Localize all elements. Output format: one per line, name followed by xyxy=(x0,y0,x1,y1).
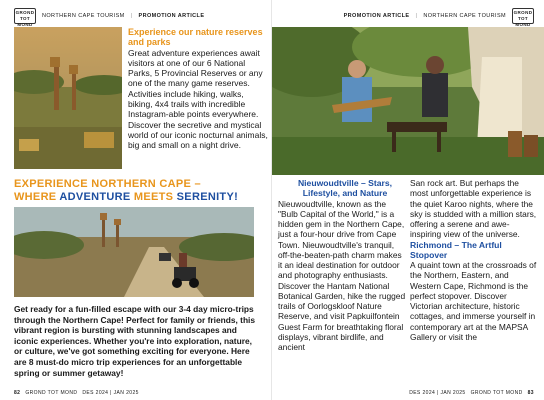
header-section: NORTHERN CAPE TOURISM xyxy=(423,13,506,19)
banner-word-meets: MEETS xyxy=(133,191,177,203)
banner-word-adventure: ADVENTURE xyxy=(59,191,134,203)
banner-word-where: WHERE xyxy=(14,191,60,203)
header-section: NORTHERN CAPE TOURISM xyxy=(42,13,125,19)
page-number-right: 83 xyxy=(527,390,534,396)
intro-heading: Experience our nature reserves and parks xyxy=(128,27,263,48)
experience-banner xyxy=(14,178,264,204)
column-nieuwoudtville xyxy=(278,178,406,352)
banner-word-serenity: SERENITY! xyxy=(176,191,239,203)
richmond-body: A quaint town at the crossroads of the Northern, Eastern, and Western Cape, Richmond is the perfect stopover. Discover Victorian architecture, historic cottages, and immerse yourself in contemporary art at the MAPSA Gallery or visit the xyxy=(410,260,537,342)
page-number-left: 82 xyxy=(14,390,21,396)
footer-brand: GROND TOT MOND xyxy=(470,390,523,396)
quad-bike-photo xyxy=(14,207,254,297)
banner-line-1: EXPERIENCE NORTHERN CAPE – xyxy=(14,178,201,190)
right-header: PROMOTION ARTICLE | NORTHERN CAPE TOURISM GROND TOT MOND xyxy=(343,10,533,27)
richmond-heading: Richmond – The Artful Stopover xyxy=(410,239,502,260)
campsite-guitar-photo xyxy=(272,27,544,175)
intro-body: Great adventure experiences await visitors at one of our 6 National Parks, 5 Provincial Reserves or any one of the many game reserves. Activities include hiking, walks, biking, 4x4 trails with incredible Instagram-able points everywhere. Discover the secretive and mystical world of our iconic nocturnal animals, big and small on a night drive. xyxy=(128,47,268,151)
right-page xyxy=(272,0,544,400)
left-footer xyxy=(14,390,139,396)
nieuwoudtville-body: Nieuwoudtville, known as the "Bulb Capital of the World," is a hidden gem in the Northern Cape, just a four-hour drive from Cape Town. Nieuwoudtville's tranquil, off-the-beaten-path charm makes it an ideal destination for outdoor and photography enthusiasts. Discover the Hantam National Botanical Garden, hike the rugged trails of Oorlogskloof Nature Reserve, and visit Papkuilfontein Guest Farm for breathtaking floral displays, vibrant birdlife, and ancient xyxy=(278,198,406,352)
footer-issue: DES 2024 | JAN 2025 xyxy=(409,390,466,396)
header-tag: PROMOTION ARTICLE xyxy=(138,13,205,19)
column-richmond xyxy=(410,178,538,342)
nieuwoudtville-heading: Nieuwoudtville – Stars, Lifestyle, and Nature xyxy=(297,178,393,199)
right-footer xyxy=(409,390,534,396)
stars-continuation-body: San rock art. But perhaps the most unforgettable experience is the quiet Karoo nights, where the sky is studded with a million stars, offering a serene and awe-inspiring view of the universe. xyxy=(410,178,537,240)
magazine-logo: GROND TOT MOND xyxy=(15,10,35,27)
magazine-logo: GROND TOT MOND xyxy=(513,10,533,27)
giraffe-safari-photo xyxy=(14,27,122,169)
lead-paragraph: Get ready for a fun-filled escape with our 3-4 day micro-trips through the Northern Cape! Perfect for family or friends, this vibrant region is bursting with stunning landscapes and iconic experiences. Whether you're into exploration, nature, or culture, we've got something exciting for everyone. Here are 8 must-do micro trip experiences for an unforgettable spring or summer getaway! xyxy=(14,304,256,378)
left-header: GROND TOT MOND NORTHERN CAPE TOURISM | PROMOTION ARTICLE xyxy=(15,10,205,27)
footer-issue: DES 2024 | JAN 2025 xyxy=(82,390,139,396)
header-tag: PROMOTION ARTICLE xyxy=(343,13,410,19)
footer-brand: GROND TOT MOND xyxy=(25,390,78,396)
nature-reserves-intro xyxy=(128,27,268,151)
